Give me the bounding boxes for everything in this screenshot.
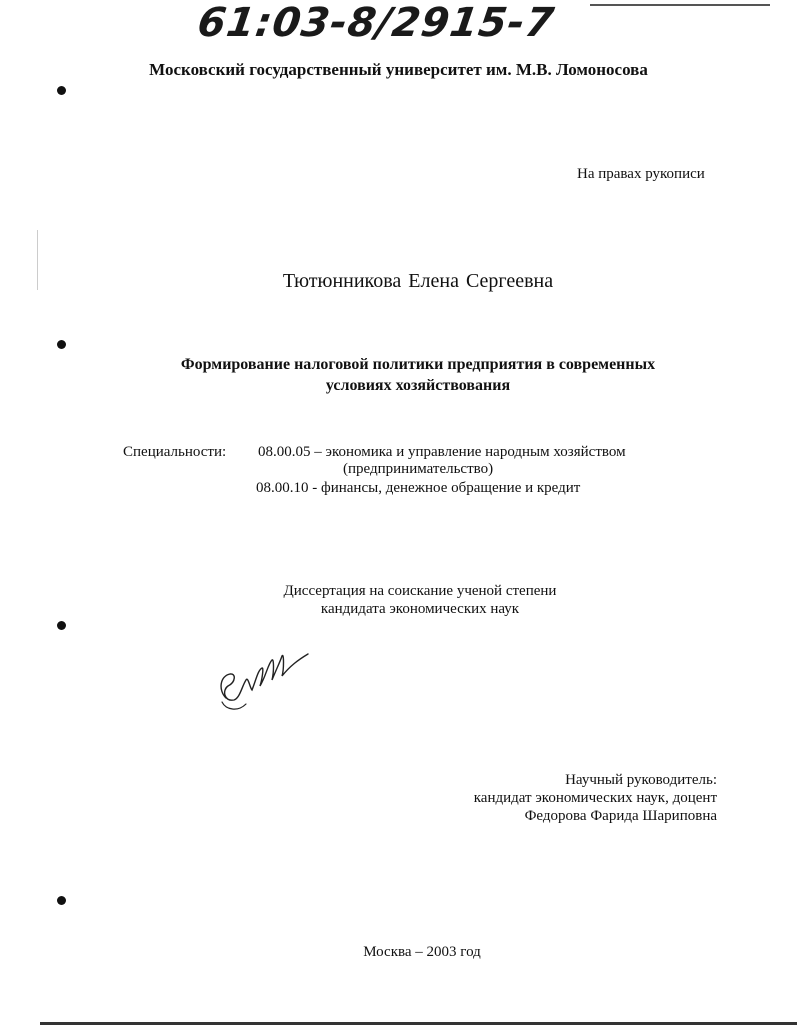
specialties-label: Специальности: [123, 444, 227, 460]
scientific-advisor [440, 771, 717, 825]
advisor-label: Научный руководитель: [565, 772, 717, 788]
signature [212, 640, 312, 720]
title-line-1: Формирование налоговой политики предприятия в современных [180, 356, 656, 373]
author-name: Тютюнникова Елена Сергеевна [282, 270, 554, 292]
title-line-2: условиях хозяйствования [325, 377, 511, 394]
top-rule [590, 4, 770, 6]
degree-line-2: кандидата экономических наук [320, 601, 520, 617]
punch-hole [57, 621, 66, 630]
archive-code: 61:03-8/2915-7 [194, 0, 558, 46]
rights-note: На правах рукописи [577, 166, 705, 182]
specialty-item: (предпринимательство) [343, 461, 494, 477]
advisor-name: Федорова Фарида Шариповна [524, 808, 717, 824]
university-name: Московский государственный университет им. М.В. Ломоносова [149, 60, 648, 79]
city-year: Москва – 2003 год [363, 944, 481, 960]
dissertation-title [0, 354, 797, 396]
punch-hole [57, 340, 66, 349]
dissertation-degree [0, 582, 797, 618]
specialty-item: 08.00.05 – экономика и управление народным хозяйством [258, 444, 626, 460]
specialty-item: 08.00.10 - финансы, денежное обращение и кредит [256, 480, 581, 496]
punch-hole [57, 896, 66, 905]
bottom-rule [40, 1022, 797, 1025]
advisor-degree: кандидат экономических наук, доцент [473, 790, 717, 806]
degree-line-1: Диссертация на соискание ученой степени [283, 583, 557, 599]
punch-hole [57, 86, 66, 95]
